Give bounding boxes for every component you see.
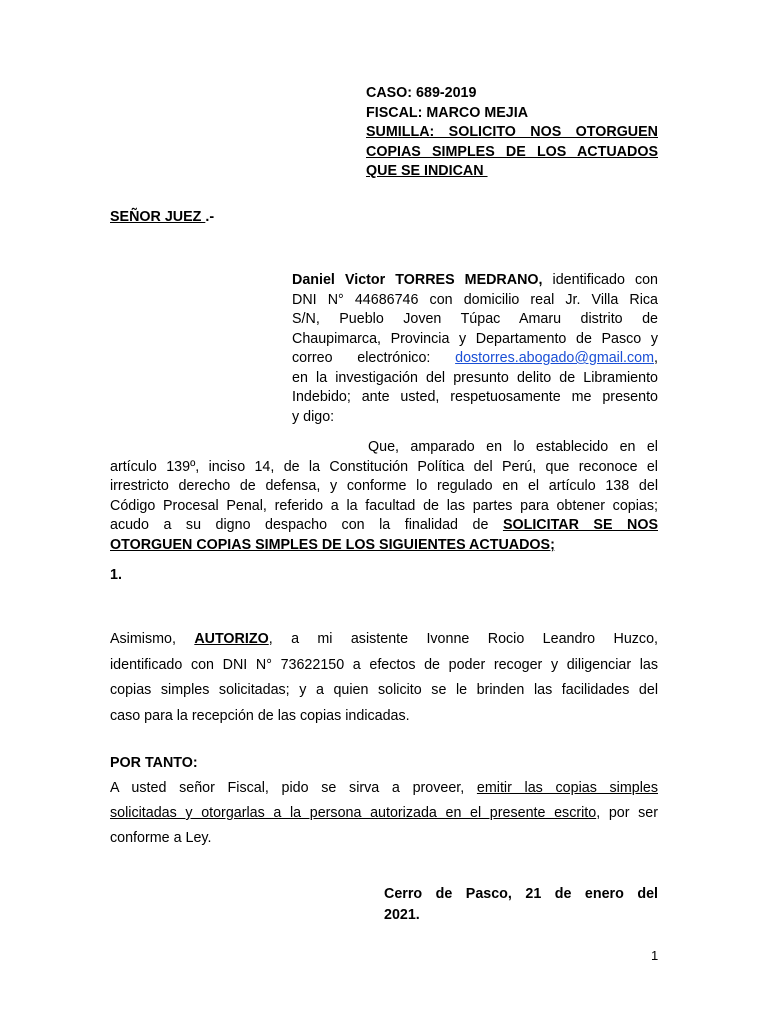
sumilla-line-3: QUE SE INDICAN [366,163,488,179]
email-link[interactable]: dostorres.abogado@gmail.com [455,350,655,366]
authorize-text: , a mi asistente Ivonne Rocio Leandro Huzco, [268,631,659,647]
intro-text: , [654,350,658,366]
closing-line: 2021. [384,907,420,923]
item-number: 1. [110,567,122,583]
por-tanto-heading: POR TANTO: [110,755,198,771]
salutation-text: SEÑOR JUEZ [110,209,206,225]
por-tanto-text: , por ser [596,805,658,821]
case-number: CASO: 689-2019 [366,85,477,101]
authorize-paragraph [110,627,658,729]
intro-line: y digo: [292,408,335,425]
por-tanto-line [110,776,658,801]
sumilla-line-2: COPIAS SIMPLES DE LOS ACTUADOS [366,143,658,160]
intro-line [292,349,658,369]
intro-line: Chaupimarca, Provincia y Departamento de Pasco y [292,330,658,347]
por-tanto-text: A usted señor Fiscal, pido se sirva a proveer, [110,780,477,796]
request-bold-1: SOLICITAR SE NOS [502,517,658,533]
por-tanto-line: conforme a Ley. [110,830,212,846]
por-tanto-underlined: solicitadas y otorgarlas a la persona autorizada en el presente escrito [110,805,597,821]
applicant-name: Daniel Victor TORRES MEDRANO, [292,272,543,288]
body-line: irrestricto derecho de defensa, y conforme lo regulado en el artículo 138 del [110,478,658,494]
closing-line: Cerro de Pasco, 21 de enero del [384,886,658,902]
authorize-line: copias simples solicitadas; y a quien solicito se le brinden las facilidades del [110,682,658,698]
request-bold-2: OTORGUEN COPIAS SIMPLES DE LOS SIGUIENTES ACTUADOS [110,536,551,553]
case-header [366,84,658,182]
intro-line: DNI N° 44686746 con domicilio real Jr. Villa Rica [292,291,658,308]
por-tanto-underlined: emitir las copias simples [476,780,658,796]
body-line: artículo 139º, inciso 14, de la Constitución Política del Perú, que reconoce el [110,458,658,475]
authorize-line [110,627,658,653]
sumilla-line-1: SUMILLA: SOLICITO NOS OTORGUEN [366,124,658,140]
body-line: Código Procesal Penal, referido a la facultad de las partes para obtener copias; [110,497,658,514]
intro-line: Indebido; ante usted, respetuosamente me presento [292,389,658,405]
page-number: 1 [651,948,659,963]
intro-text: correo electrónico: [292,350,456,366]
prosecutor: FISCAL: MARCO MEJIA [366,104,529,121]
salutation [110,209,214,225]
intro-line: S/N, Pueblo Joven Túpac Amaru distrito de [292,311,658,327]
authorize-keyword: AUTORIZO [194,631,269,647]
authorize-text: Asimismo, [110,631,195,647]
intro-line: en la investigación del presunto delito de Libramiento [292,369,658,386]
authorize-line: caso para la recepción de las copias indicadas. [110,707,410,724]
body-line [110,536,658,556]
intro-paragraph [292,271,658,427]
salutation-suffix: .- [205,209,215,225]
request-end: ; [550,536,555,553]
closing-place-date [384,884,658,926]
body-line: Que, amparado en lo establecido en el [368,439,658,455]
por-tanto-line [110,801,658,826]
authorize-line: identificado con DNI N° 73622150 a efectos de poder recoger y diligenciar las [110,656,658,673]
intro-line [292,271,658,291]
body-paragraph [110,438,658,555]
intro-text: identificado con [542,272,658,288]
body-text: acudo a su digno despacho con la finalidad de [110,517,503,533]
por-tanto-section [110,753,658,851]
body-line [110,516,658,536]
